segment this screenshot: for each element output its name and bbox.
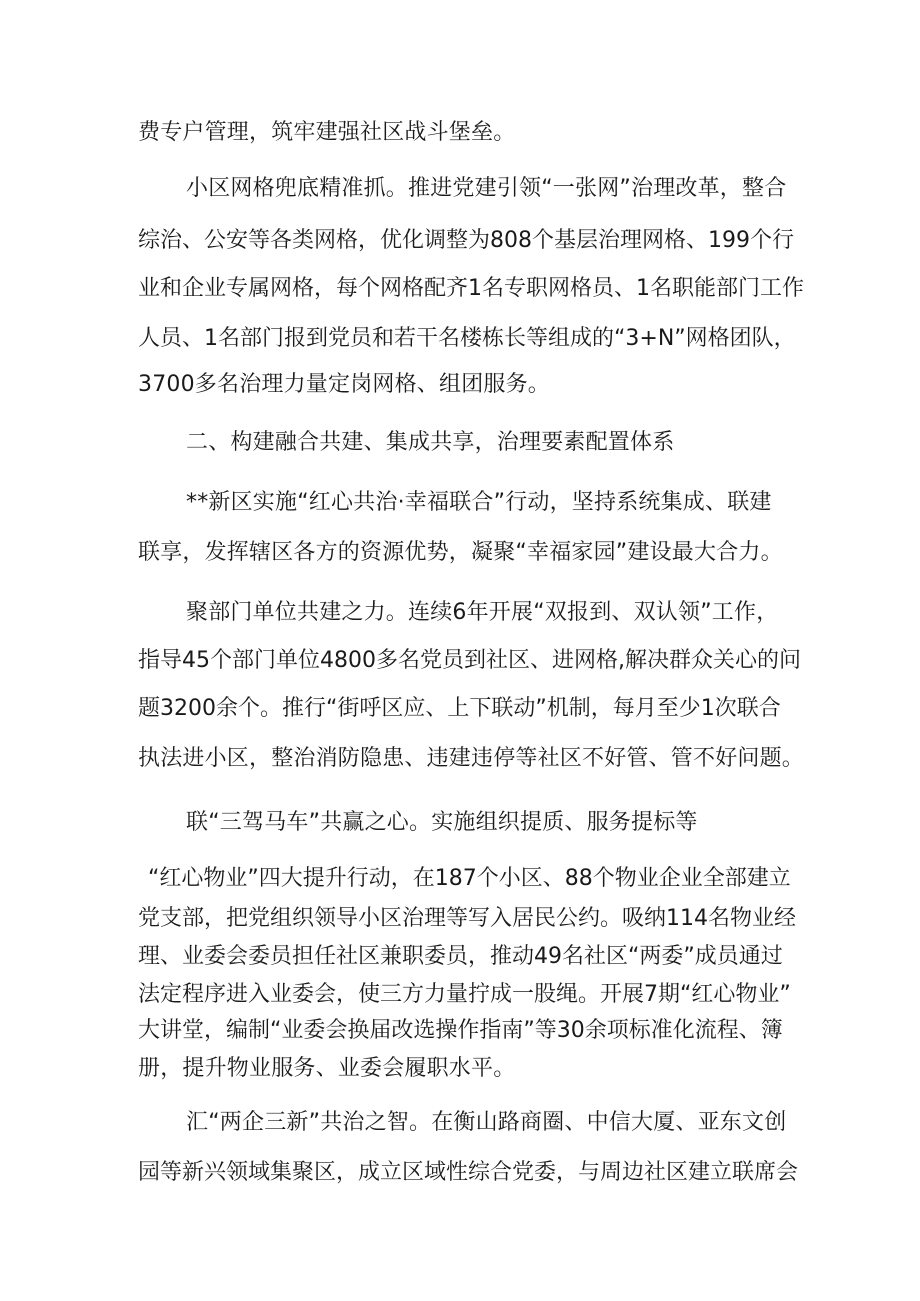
text-line: 费专户管理，筑牢建强社区战斗堡垒。: [138, 120, 516, 145]
text-line: 指导45个部门单位4800多名党员到社区、进网格,解决群众关心的问: [138, 648, 801, 673]
paragraph-start: 小区网格兜底精准抓。推进党建引领“一张网”治理改革，整合: [186, 176, 787, 201]
text-line: 党支部，把党组织领导小区治理等写入居民公约。吸纳114名物业经: [138, 906, 796, 931]
text-line: 理、业委会委员担任社区兼职委员，推动49名社区“两委”成员通过: [138, 944, 783, 969]
text-line: 执法进小区，整治消防隐患、违建违停等社区不好管、管不好问题。: [138, 746, 805, 771]
text-line: 法定程序进入业委会，使三方力量拧成一股绳。开展7期“红心物业”: [138, 982, 791, 1007]
text-line: 大讲堂，编制“业委会换届改选操作指南”等30余项标准化流程、簿: [138, 1018, 783, 1043]
text-line: “红心物业”四大提升行动，在187个小区、88个物业企业全部建立: [148, 866, 791, 891]
paragraph-start: **新区实施“红心共治·幸福联合”行动，坚持系统集成、联建: [186, 490, 772, 515]
text-line: 册，提升物业服务、业委会履职水平。: [138, 1056, 516, 1081]
text-line: 联享，发挥辖区各方的资源优势，凝聚“幸福家园”建设最大合力。: [138, 540, 783, 565]
section-heading: 二、构建融合共建、集成共享，治理要素配置体系: [186, 430, 675, 455]
paragraph-start: 汇“两企三新”共治之智。在衡山路商圈、中信大厦、亚东文创: [186, 1110, 787, 1135]
text-line: 题3200余个。推行“街呼区应、上下联动”机制，每月至少1次联合: [138, 696, 781, 721]
paragraph-start: 联“三驾马车”共赢之心。实施组织提质、服务提标等: [186, 810, 698, 835]
text-line: 业和企业专属网格，每个网格配齐1名专职网格员、1名职能部门工作: [138, 276, 804, 301]
text-line: 人员、1名部门报到党员和若干名楼栋长等组成的“3+N”网格团队，: [138, 326, 796, 351]
paragraph-start: 聚部门单位共建之力。连续6年开展“双报到、双认领”工作，: [186, 600, 779, 625]
text-line: 综治、公安等各类网格，优化调整为808个基层治理网格、199个行: [138, 228, 794, 253]
text-line: 园等新兴领域集聚区，成立区域性综合党委，与周边社区建立联席会: [138, 1160, 799, 1185]
text-line: 3700多名治理力量定岗网格、组团服务。: [138, 372, 550, 397]
